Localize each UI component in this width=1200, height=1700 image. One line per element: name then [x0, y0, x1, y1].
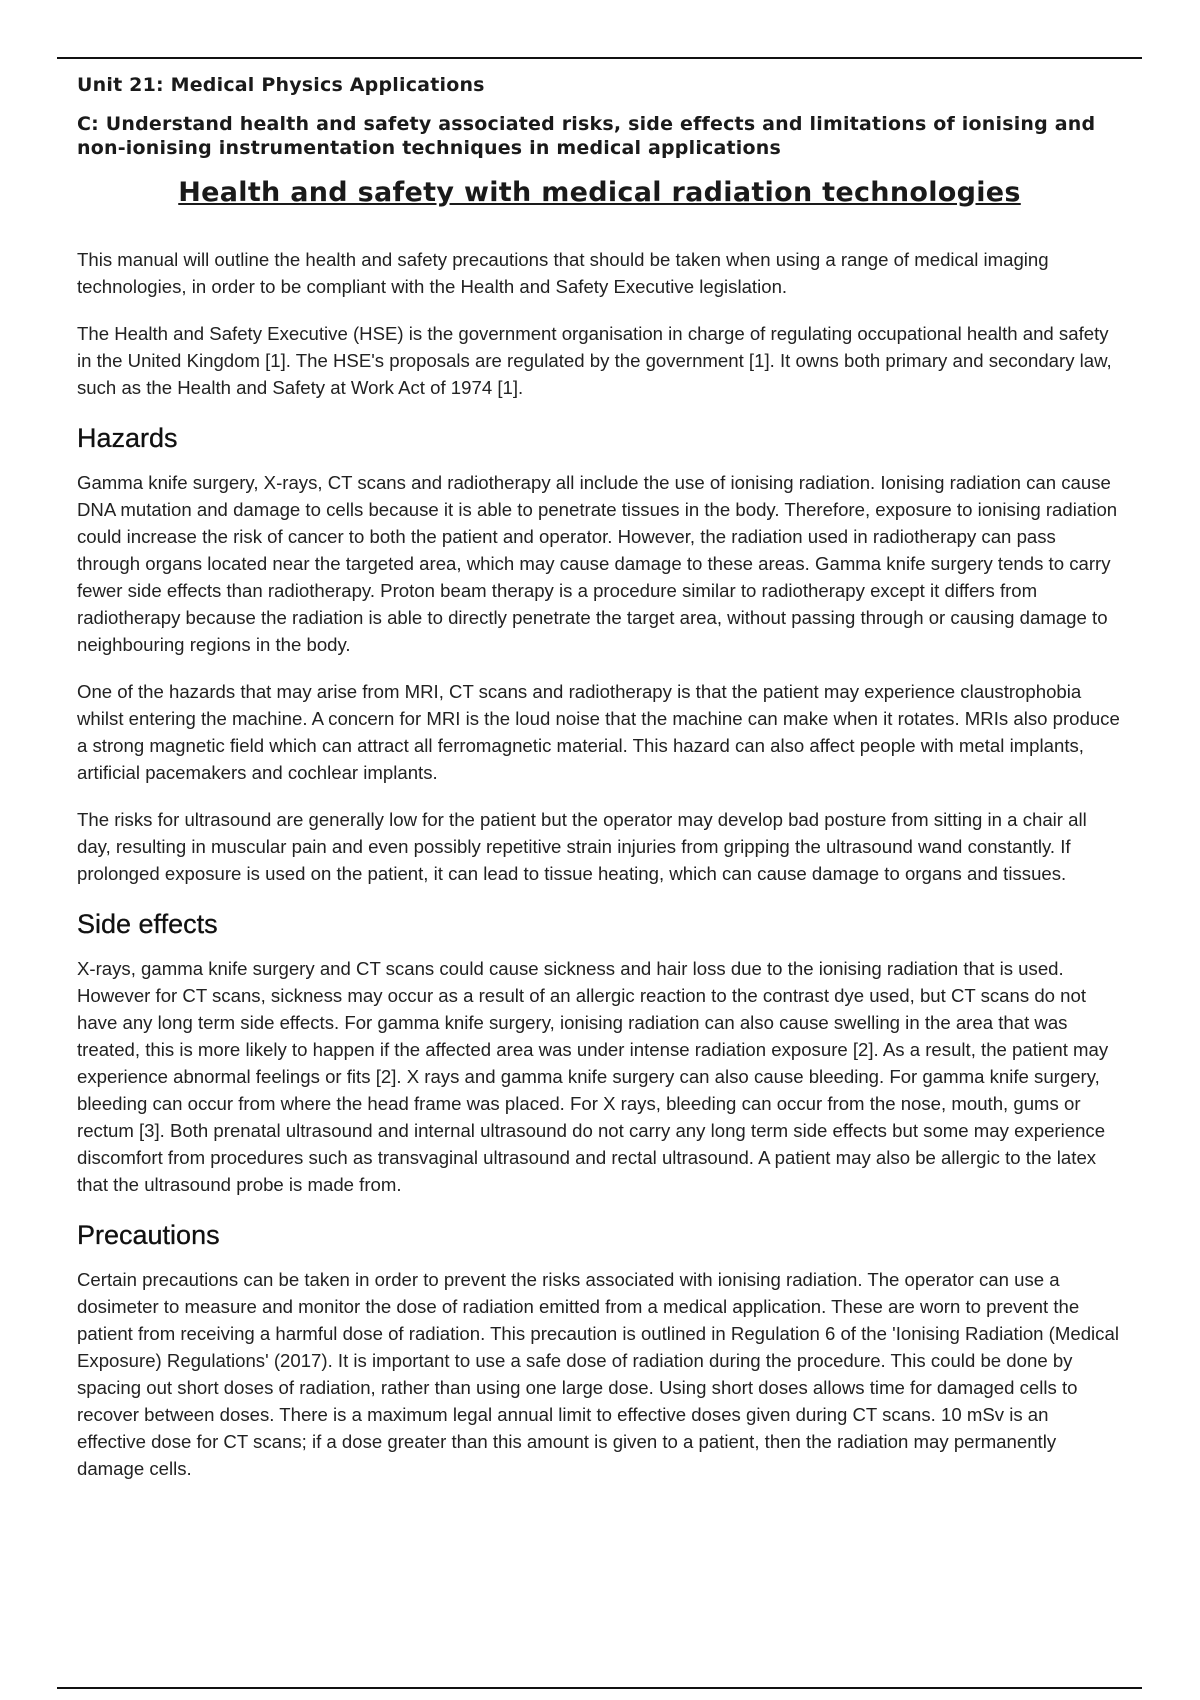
hazards-paragraph-1: Gamma knife surgery, X-rays, CT scans and radiotherapy all include the use of ionising radiation. Ionising radiation can cause DNA mutation and damage to cells because it is able to penetrate tissues in the body. Therefore, exposure to ionising radiation could increase the risk of cancer to both the patient and operator. However, the radiation used in radiotherapy can pass through organs located near the targeted area, which may cause damage to these areas. Gamma knife surgery tends to carry fewer side effects than radiotherapy. Proton beam therapy is a procedure similar to radiotherapy except it differs from radiotherapy because the radiation is able to directly penetrate the target area, without passing through or causing damage to neighbouring regions in the body.	[77, 472, 1118, 655]
criteria-heading: C: Understand health and safety associated risks, side effects and limitations of ionising and non-ionising instrumentation techniques in medical applications	[77, 113, 1096, 159]
side-effects-paragraph: X-rays, gamma knife surgery and CT scans could cause sickness and hair loss due to the ionising radiation that is used. However for CT scans, sickness may occur as a result of an allergic reaction to the contrast dye used, but CT scans do not have any long term side effects. For gamma knife surgery, ionising radiation can also cause swelling in the area that was treated, this is more likely to happen if the affected area was under intense radiation exposure [2]. As a result, the patient may experience abnormal feelings or fits [2]. X rays and gamma knife surgery can also cause bleeding. For gamma knife surgery, bleeding can occur from where the head frame was placed. For X rays, bleeding can occur from the nose, mouth, gums or rectum [3]. Both prenatal ultrasound and internal ultrasound do not carry any long term side effects but some may experience discomfort from procedures such as transvaginal ultrasound and rectal ultrasound. A patient may also be allergic to the latex that the ultrasound probe is made from.	[77, 958, 1109, 1195]
document-title: Health and safety with medical radiation technologies	[178, 177, 1021, 208]
document-page	[77, 72, 1122, 1502]
bottom-rule	[57, 1687, 1142, 1689]
intro-paragraph-2: The Health and Safety Executive (HSE) is the government organisation in charge of regulating occupational health and safety in the United Kingdom [1]. The HSE's proposals are regulated by the government [1]. It owns both primary and secondary law, such as the Health and Safety at Work Act of 1974 [1].	[77, 323, 1112, 398]
intro-paragraph-1: This manual will outline the health and safety precautions that should be taken when using a range of medical imaging technologies, in order to be compliant with the Health and Safety Executive legislation.	[77, 249, 1049, 297]
unit-title: Unit 21: Medical Physics Applications	[77, 74, 485, 96]
precautions-paragraph: Certain precautions can be taken in order to prevent the risks associated with ionising radiation. The operator can use a dosimeter to measure and monitor the dose of radiation emitted from a medical application. These are worn to prevent the patient from receiving a harmful dose of radiation. This precaution is outlined in Regulation 6 of the 'Ionising Radiation (Medical Exposure) Regulations' (2017). It is important to use a safe dose of radiation during the procedure. This could be done by spacing out short doses of radiation, rather than using one large dose. Using short doses allows time for damaged cells to recover between doses. There is a maximum legal annual limit to effective doses given during CT scans. 10 mSv is an effective dose for CT scans; if a dose greater than this amount is given to a patient, then the radiation may permanently damage cells.	[77, 1269, 1119, 1479]
hazards-paragraph-3: The risks for ultrasound are generally low for the patient but the operator may develop bad posture from sitting in a chair all day, resulting in muscular pain and even possibly repetitive strain injuries from gripping the ultrasound wand constantly. If prolonged exposure is used on the patient, it can lead to tissue heating, which can cause damage to organs and tissues.	[77, 809, 1087, 884]
hazards-paragraph-2: One of the hazards that may arise from MRI, CT scans and radiotherapy is that the patient may experience claustrophobia whilst entering the machine. A concern for MRI is the loud noise that the machine can make when it rotates. MRIs also produce a strong magnetic field which can attract all ferromagnetic material. This hazard can also affect people with metal implants, artificial pacemakers and cochlear implants.	[77, 681, 1120, 783]
precautions-heading: Precautions	[77, 1220, 220, 1250]
side-effects-heading: Side effects	[77, 909, 218, 939]
top-rule	[57, 57, 1142, 59]
hazards-heading: Hazards	[77, 423, 178, 453]
